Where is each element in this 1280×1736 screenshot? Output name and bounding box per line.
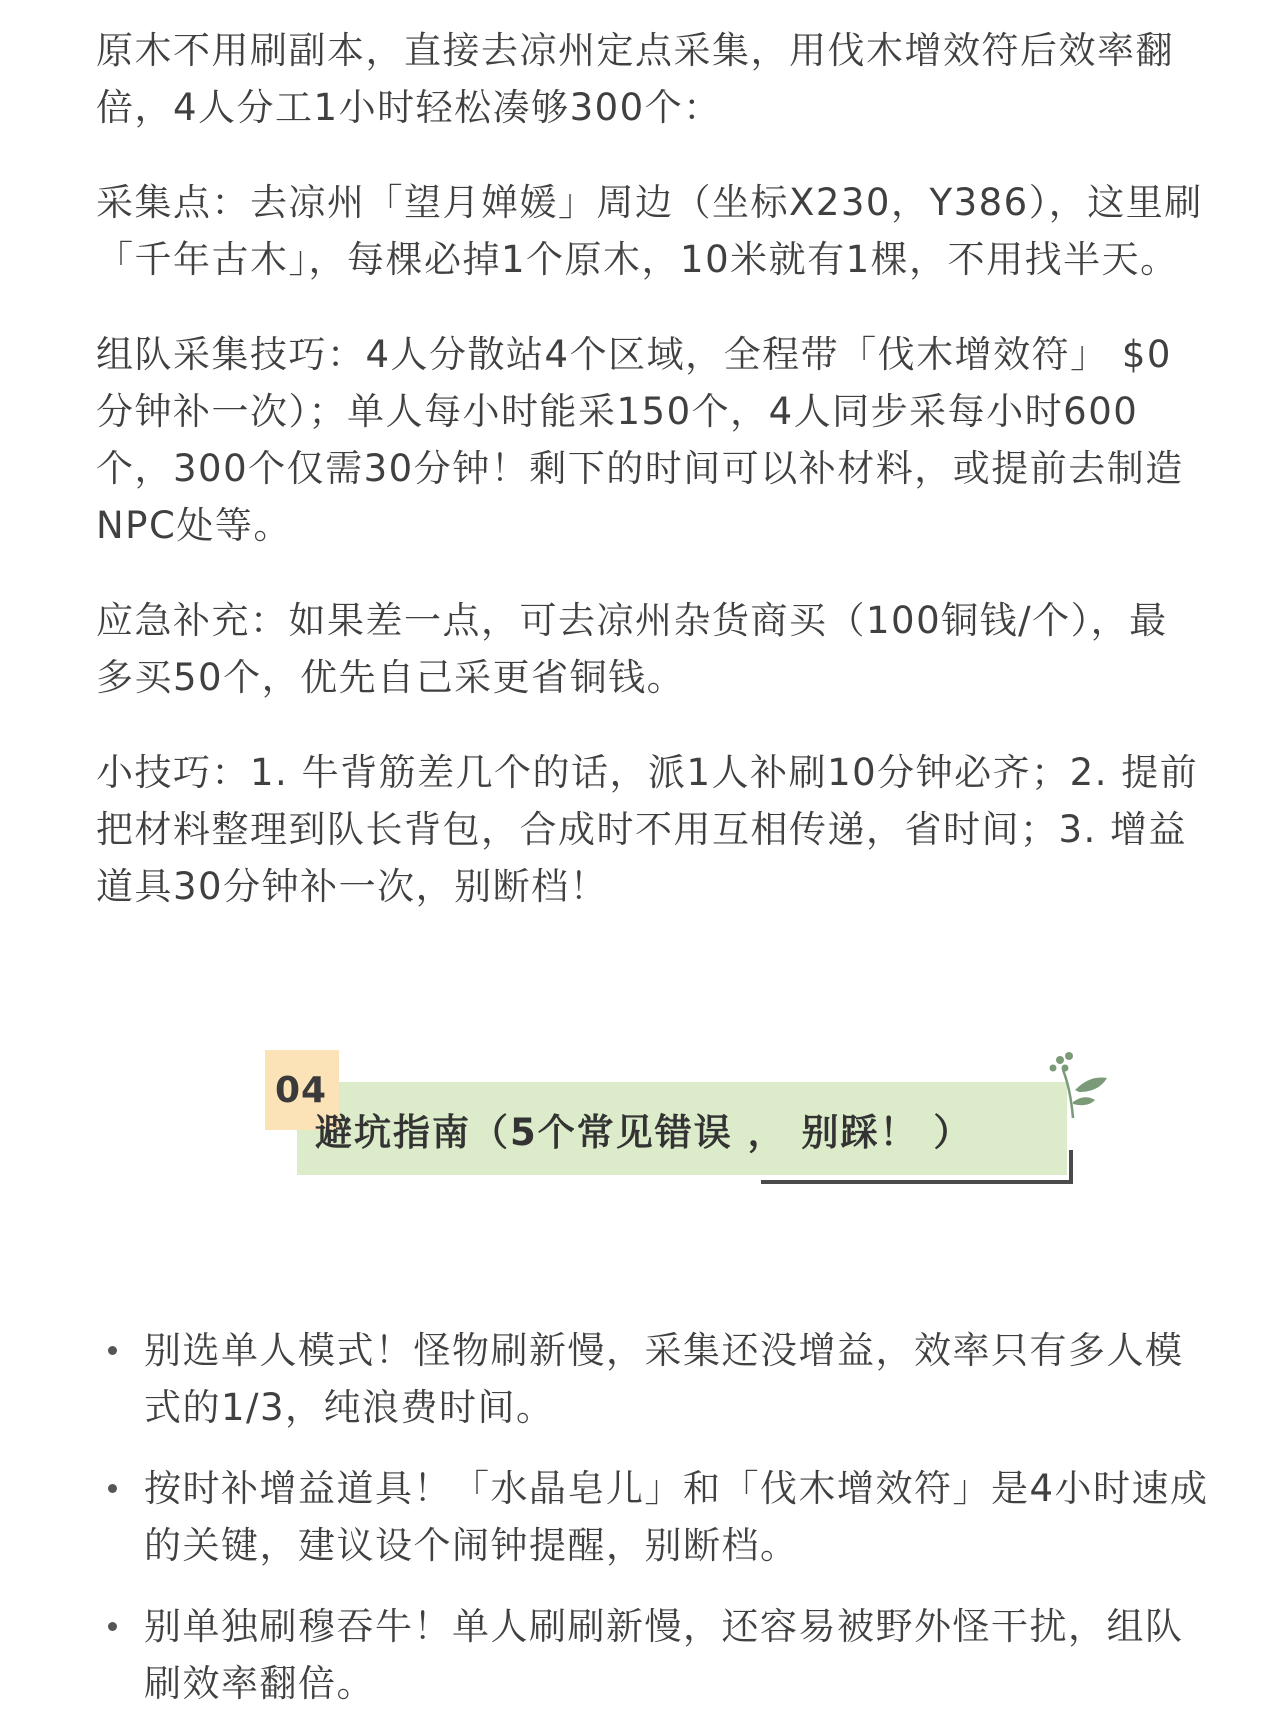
paragraph-gather-point: 采集点：去凉州「望月婵媛」周边（坐标X230，Y386），这里刷「千年古木」，每棵必掉1个原木，10米就有1棵，不用找半天。 (96, 181, 1203, 281)
bullet-icon (108, 1622, 117, 1631)
bullet-icon (108, 1484, 117, 1493)
section-header (265, 1050, 1115, 1200)
list-item (96, 1322, 1216, 1436)
list-item (96, 1460, 1216, 1574)
paragraph-emergency: 应急补充：如果差一点，可去凉州杂货商买（100铜钱/个），最多买50个，优先自己采更省铜钱。 (96, 599, 1168, 699)
tips-list (96, 1322, 1216, 1736)
paragraph-small-tips: 小技巧：1. 牛背筋差几个的话，派1人补刷10分钟必齐；2. 提前把材料整理到队长背包，合成时不用互相传递，省时间；3. 增益道具30分钟补一次，别断档！ (96, 751, 1199, 908)
paragraph-intro: 原木不用刷副本，直接去凉州定点采集，用伐木增效符后效率翻倍，4人分工1小时轻松凑够300个： (96, 29, 1174, 129)
article-body (96, 22, 1206, 953)
list-item-text: 按时补增益道具！「水晶皂儿」和「伐木增效符」是4小时速成的关键，建议设个闹钟提醒，别断档。 (144, 1467, 1209, 1567)
list-item-text: 别选单人模式！怪物刷新慢，采集还没增益，效率只有多人模式的1/3，纯浪费时间。 (144, 1329, 1184, 1429)
section-title: 避坑指南（5个常见错误 ， 别踩！ ） (315, 1111, 973, 1154)
list-item (96, 1598, 1216, 1712)
list-item-text: 别单独刷穆吞牛！单人刷刷新慢，还容易被野外怪干扰，组队刷效率翻倍。 (144, 1605, 1184, 1705)
section-number: 04 (275, 1070, 328, 1111)
title-underline (761, 1180, 1073, 1184)
paragraph-team-tips: 组队采集技巧：4人分散站4个区域，全程带「伐木增效符」 $0分钟补一次）；单人每小时能采150个，4人同步采每小时600个，300个仅需30分钟！剩下的时间可以补材料，或提前去制造NPC处等。 (96, 333, 1184, 547)
title-underline-tick (1069, 1150, 1073, 1184)
bullet-icon (108, 1346, 117, 1355)
sprout-icon (1035, 1050, 1115, 1120)
